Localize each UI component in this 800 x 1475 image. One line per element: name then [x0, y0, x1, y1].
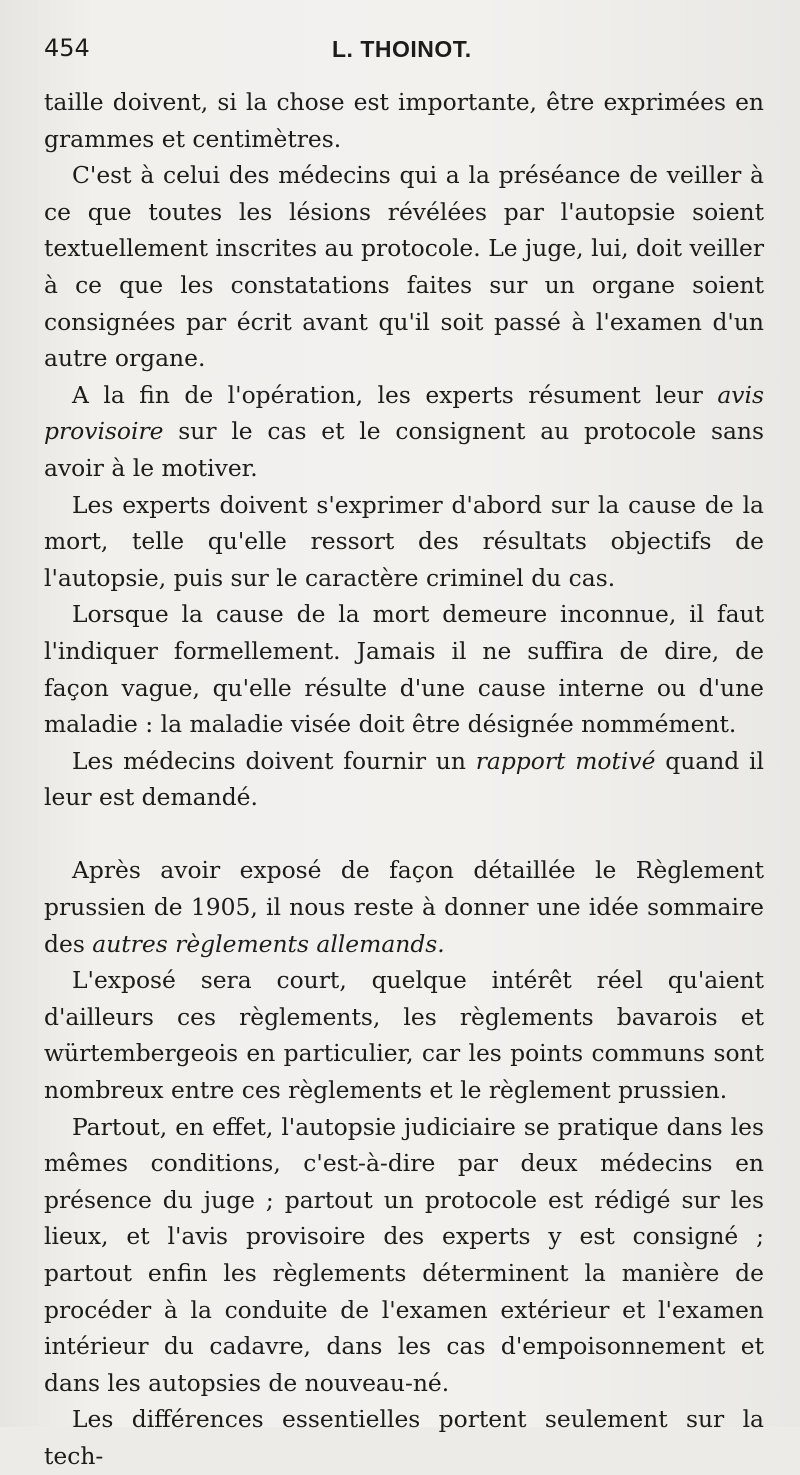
running-head: L. THOINOT. — [332, 36, 472, 62]
text-run: C'est à celui des médecins qui a la préséance de veiller à ce que toutes les lésions révélées par l'autopsie soient textuellement inscrites au protocole. Le juge, lui, doit veiller à ce que les constatations faites sur un organe soient consignées par écrit avant qu'il soit passé à l'examen d'un autre organe. — [44, 161, 764, 373]
paragraph-p3 — [44, 377, 764, 487]
text-run: Partout, en effet, l'autopsie judiciaire se pratique dans les mêmes conditions, c'est-à-dire par deux médecins en présence du juge ; partout un protocole est rédigé sur les lieux, et l'avis provisoire des experts y est consigné ; partout enfin les règlements déterminent la manière de procéder à la conduite de l'examen extérieur et l'examen intérieur du cadavre, dans les cas d'empoisonnement et dans les autopsies de nouveau-né. — [44, 1112, 764, 1397]
paragraph-p6 — [44, 743, 764, 816]
italic-text-run: autres règlements allemands. — [92, 929, 445, 958]
paragraph-p2 — [44, 157, 764, 377]
text-run: taille doivent, si la chose est importante, être exprimées en grammes et centimètres. — [44, 88, 764, 153]
text-run: Les différences essentielles portent seulement sur la tech- — [44, 1405, 764, 1470]
italic-text-run: avis provisoire — [44, 380, 764, 446]
text-run: L'exposé sera court, quelque intérêt réel qu'aient d'ailleurs ces règlements, les règlements bavarois et würtembergeois en particulier, car les points communs sont nombreux entre ces règlements et le règlement prussien. — [44, 966, 764, 1105]
text-run: Les experts doivent s'exprimer d'abord sur la cause de la mort, telle qu'elle ressort des résultats objectifs de l'autopsie, puis sur le caractère criminel du cas. — [44, 490, 764, 592]
text-run: quand il leur est demandé. — [44, 746, 764, 812]
text-run: Lorsque la cause de la mort demeure inconnue, il faut l'indiquer formellement. Jamais il ne suffira de dire, de façon vague, qu'elle résulte d'une cause interne ou d'une maladie : la maladie visée doit être désignée nommément. — [44, 600, 764, 739]
page-header — [44, 34, 760, 74]
paragraph-p9 — [44, 1109, 764, 1402]
text-run: Après avoir exposé de façon détaillée le Règlement prussien de 1905, il nous reste à donner une idée sommaire des — [44, 856, 764, 958]
text-run: sur le cas et le consignent au protocole sans avoir à le motiver. — [44, 417, 764, 482]
paragraph-p7 — [44, 852, 764, 962]
paragraph-p1 — [44, 84, 764, 157]
paragraph-p5 — [44, 596, 764, 742]
paragraph-p8 — [44, 962, 764, 1108]
page-number: 454 — [44, 34, 90, 62]
paragraph-p10 — [44, 1401, 764, 1474]
text-run: Les médecins doivent fournir un — [72, 746, 476, 775]
paragraph-p4 — [44, 487, 764, 597]
text-run: A la fin de l'opération, les experts résument leur — [72, 380, 718, 409]
italic-text-run: rapport motivé — [475, 746, 656, 775]
body-text — [44, 84, 764, 1475]
